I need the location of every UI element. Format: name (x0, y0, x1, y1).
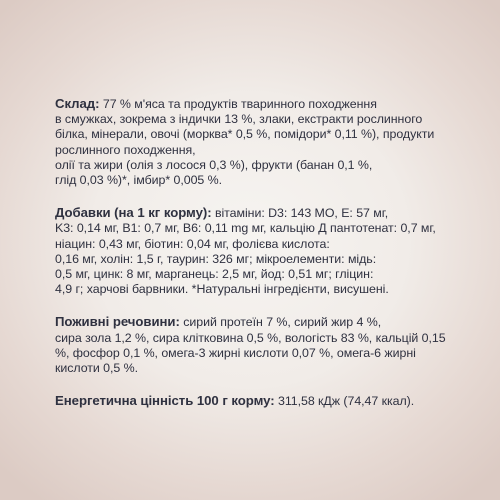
composition-heading: Склад: (55, 96, 100, 111)
nutrients-text: кислоти 0,5 %. (55, 361, 138, 376)
energy-line (55, 393, 450, 409)
nutrients-line-1 (55, 314, 450, 330)
additives-heading: Добавки (на 1 кг корму): (55, 205, 212, 221)
additives-section (55, 205, 450, 297)
nutrients-text: сирий протеїн 7 %, сирий жир 4 %, (179, 315, 382, 330)
additives-text: ніацин: 0,43 мг, біотин: 0,04 мг, фолієва кислота: (55, 236, 330, 251)
composition-text: 77 % м'яса та продуктів тваринного походження (99, 97, 377, 111)
energy-value: 311,58 кДж (74,47 ккал). (274, 394, 415, 409)
composition-text: білка, мінерали, овочі (морква* 0,5 %, помідори* 0,11 %), продукти (55, 127, 435, 142)
nutrition-label-text (55, 96, 450, 426)
nutrients-text: %, фосфор 0,1 %, омега-3 жирні кислоти 0,07 %, омега-6 жирні (55, 345, 416, 360)
nutrients-heading: Поживні речовини: (55, 314, 180, 330)
energy-section (55, 393, 450, 409)
composition-text: глід 0,03 %)*, імбир* 0,005 %. (55, 173, 223, 188)
composition-section (55, 96, 450, 188)
composition-text: олії та жири (олія з лосося 0,3 %), фрукти (банан 0,1 %, (55, 157, 373, 172)
composition-text: рослинного походження, (55, 142, 196, 157)
additives-text: 0,16 мг, холін: 1,5 г, таурин: 326 мг; мікроелементи: мідь: (55, 251, 377, 266)
energy-heading: Енергетична цінність 100 г корму: (55, 393, 275, 409)
nutrients-text: сира зола 1,2 %, сира клітковина 0,5 %, вологість 83 %, кальцій 0,15 (55, 330, 446, 345)
nutrients-section (55, 314, 450, 376)
additives-line-1 (55, 205, 450, 221)
additives-text: вітаміни: D3: 143 МО, E: 57 мг, (211, 206, 389, 221)
composition-line-1 (55, 96, 450, 112)
additives-text: 4,9 г; харчові барвники. *Натуральні інгредієнти, висушені. (55, 282, 389, 297)
additives-text: 0,5 мг, цинк: 8 мг, марганець: 2,5 мг, йод: 0,51 мг; гліцин: (55, 267, 374, 282)
additives-text: K3: 0,14 мг, B1: 0,7 мг, B6: 0,11 mg мг, кальцію Д пантотенат: 0,7 мг, (55, 221, 436, 236)
composition-text: в смужках, зокрема з індички 13 %, злаки, екстракти рослинного (55, 112, 423, 127)
